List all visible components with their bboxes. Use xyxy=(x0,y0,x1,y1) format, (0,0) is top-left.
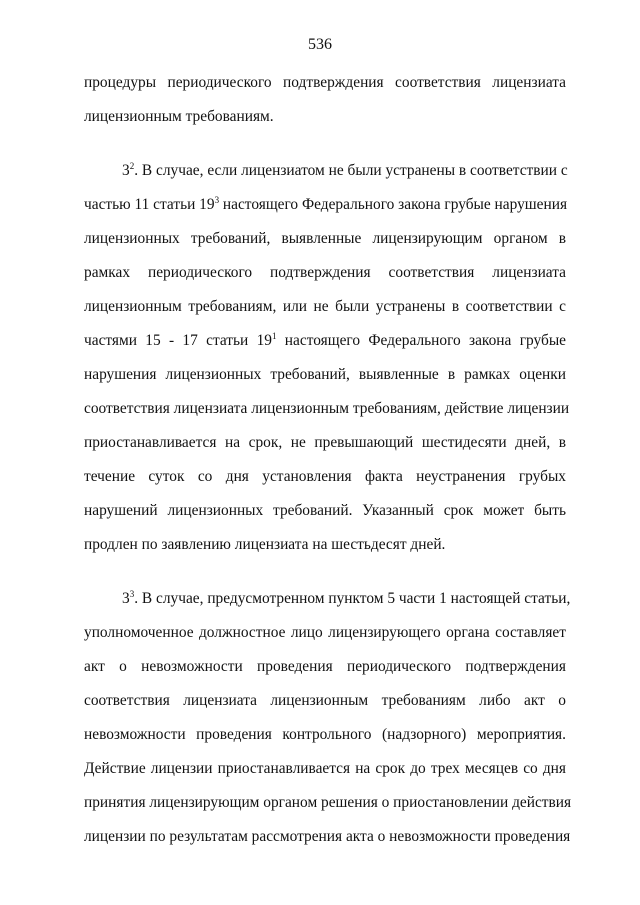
text-line: принятия лицензирующим органом решения о приостановлении действия xyxy=(84,794,572,811)
article-superscript: 3 xyxy=(214,195,220,205)
clause-number: 3 xyxy=(122,590,130,607)
text-fragment: . В случае, предусмотренном пунктом 5 части 1 настоящей статьи, xyxy=(134,590,571,607)
text-line: течение суток со дня установления факта неустранения грубых xyxy=(84,468,566,485)
text-line: рамках периодического подтверждения соответствия лицензиата xyxy=(84,264,566,281)
paragraph-3-3 xyxy=(84,582,572,854)
text-line: соответствия лицензиата лицензионным требованиям, действие лицензии xyxy=(84,400,570,417)
text-line: приостанавливается на срок, не превышающий шестидесяти дней, в xyxy=(84,434,566,451)
text-line: процедуры периодического подтверждения соответствия лицензиата xyxy=(84,74,566,91)
text-line: лицензионным требованиям. xyxy=(84,108,274,125)
text-fragment: . В случае, если лицензиатом не были устранены в соответствии с xyxy=(134,162,568,179)
text-line: лицензионным требованиям, или не были устранены в соответствии с xyxy=(84,298,566,315)
text-fragment: настоящего Федерального закона грубые xyxy=(276,332,566,349)
clause-superscript: 2 xyxy=(129,161,135,171)
text-line: Действие лицензии приостанавливается на срок до трех месяцев со дня xyxy=(84,760,566,777)
text-line: лицензии по результатам рассмотрения акта о невозможности проведения xyxy=(84,828,571,845)
text-line: соответствия лицензиата лицензионным требованиям либо акт о xyxy=(84,692,566,709)
document-body xyxy=(84,66,572,854)
text-line: акт о невозможности проведения периодического подтверждения xyxy=(84,658,566,675)
article-superscript: 1 xyxy=(272,331,277,341)
clause-number: 3 xyxy=(122,162,130,179)
page-number: 536 xyxy=(308,36,332,53)
text-line: уполномоченное должностное лицо лицензирующего органа составляет xyxy=(84,624,566,641)
text-line xyxy=(84,324,566,358)
text-line: невозможности проведения контрольного (надзорного) мероприятия. xyxy=(84,726,566,743)
text-line: нарушения лицензионных требований, выявленные в рамках оценки xyxy=(84,366,566,383)
text-fragment: частью 11 статьи 19 xyxy=(84,196,215,213)
text-line xyxy=(84,154,566,188)
text-line xyxy=(84,188,566,222)
clause-superscript: 3 xyxy=(129,589,135,599)
text-line: продлен по заявлению лицензиата на шестьдесят дней. xyxy=(84,536,446,553)
text-line xyxy=(84,582,571,616)
paragraph-3-2 xyxy=(84,154,570,562)
text-fragment: настоящего Федерального закона грубые нарушения xyxy=(219,196,568,213)
text-line: нарушений лицензионных требований. Указанный срок может быть xyxy=(84,502,566,519)
paragraph-continuation xyxy=(84,66,566,134)
text-line: лицензионных требований, выявленные лицензирующим органом в xyxy=(84,230,566,247)
text-fragment: частями 15 - 17 статьи 19 xyxy=(84,332,272,349)
